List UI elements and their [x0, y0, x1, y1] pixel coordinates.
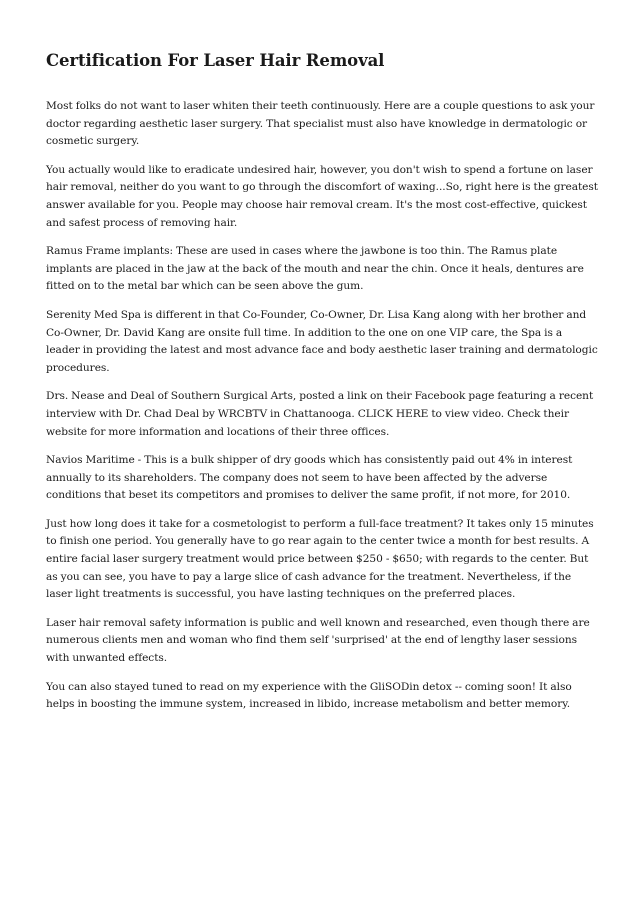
- paragraph-cosmetologist-treatment: Just how long does it take for a cosmetologist to perform a full-face treatment? It takes only 15 minutes to finish one period. You generally have to go rear again to the center twice a month for best results. A entire facial laser surgery treatment would price between $250 - $650; with regards to the center. But as you can see, you have to pay a large slice of cash advance for the treatment. Nevertheless, if the laser light treatments is successful, you have lasting techniques on the preferred places.: [46, 517, 594, 601]
- paragraph-hair-removal-cream: You actually would like to eradicate undesired hair, however, you don't wish to spend a fortune on laser hair removal, neither do you want to go through the discomfort of waxing...So, right here is the greatest answer available for you. People may choose hair removal cream. It's the most cost-effective, quickest and safest process of removing hair.: [46, 163, 598, 229]
- paragraph-glisodin-detox: You can also stayed tuned to read on my experience with the GliSODin detox -- coming soon! It also helps in boosting the immune system, increased in libido, increase metabolism and better memory.: [46, 680, 572, 711]
- paragraph-ramus-frame-implants: Ramus Frame implants: These are used in cases where the jawbone is too thin. The Ramus plate implants are placed in the jaw at the back of the mouth and near the chin. Once it heals, dentures are fitted on to the metal bar which can be seen above the gum.: [46, 245, 584, 293]
- paragraph-safety-information: Laser hair removal safety information is public and well known and researched, even though there are numerous clients men and woman who find them self 'surprised' at the end of lengthy laser sessions with unwanted effects.: [46, 616, 590, 665]
- paragraph-southern-surgical-arts: Drs. Nease and Deal of Southern Surgical Arts, posted a link on their Facebook page featuring a recent interview with Dr. Chad Deal by WRCBTV in Chattanooga. CLICK HERE to view video. Check their website for more information and locations of their three offices.: [46, 390, 594, 438]
- paragraph-navios-maritime: Navios Maritime - This is a bulk shipper of dry goods which has consistently paid out 4% in interest annually to its shareholders. The company does not seem to have been affected by the adverse conditions that beset its competitors and promises to deliver the same profit, if not more, for 2010.: [46, 454, 573, 502]
- page-title: Certification For Laser Hair Removal: [46, 51, 385, 70]
- paragraph-teeth-whitening: Most folks do not want to laser whiten their teeth continuously. Here are a couple questions to ask your doctor regarding aesthetic laser surgery. That specialist must also have knowledge in dermatologic or cosmetic surgery.: [46, 100, 595, 148]
- paragraph-serenity-med-spa: Serenity Med Spa is different in that Co-Founder, Co-Owner, Dr. Lisa Kang along with her brother and Co-Owner, Dr. David Kang are onsite full time. In addition to the one on one VIP care, the Spa is a leader in providing the latest and most advance face and body aesthetic laser training and dermatologic procedures.: [46, 308, 598, 374]
